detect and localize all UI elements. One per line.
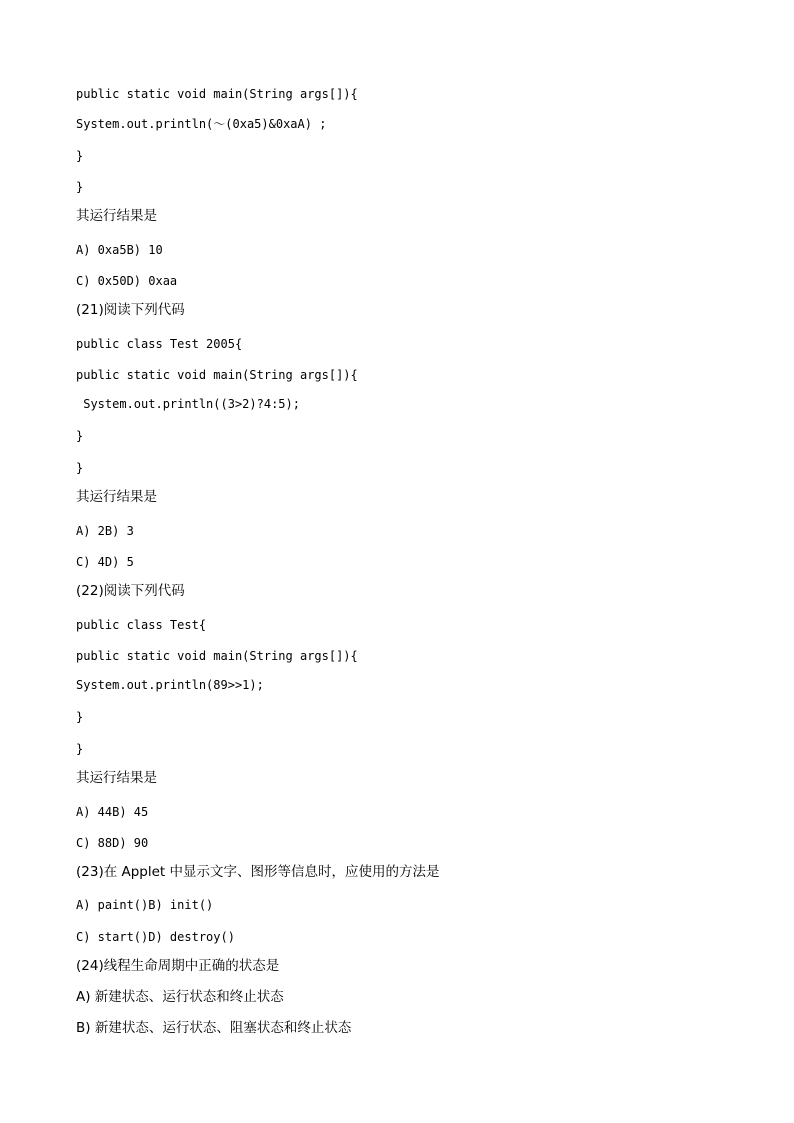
question-heading: (24)线程生命周期中正确的状态是 bbox=[76, 958, 280, 974]
question-prompt: 其运行结果是 bbox=[76, 770, 157, 786]
question-heading: (23)在 Applet 中显示文字、图形等信息时，应使用的方法是 bbox=[76, 864, 440, 880]
code-line: public class Test{ bbox=[76, 618, 207, 632]
code-line: public static void main(String args[]){ bbox=[76, 649, 358, 663]
code-line: } bbox=[76, 742, 84, 756]
answer-option-line: C) 88D) 90 bbox=[76, 836, 149, 850]
code-line: } bbox=[76, 461, 84, 475]
question-prompt: 其运行结果是 bbox=[76, 208, 157, 224]
question-heading: (21)阅读下列代码 bbox=[76, 302, 185, 318]
answer-option-line: A) 2B) 3 bbox=[76, 524, 134, 538]
code-line: } bbox=[76, 149, 84, 163]
answer-option-line: A) 新建状态、运行状态和终止状态 bbox=[76, 989, 284, 1005]
answer-option-line: C) start()D) destroy() bbox=[76, 930, 235, 944]
answer-option-line: A) paint()B) init() bbox=[76, 898, 214, 912]
answer-option-line: C) 0x50D) 0xaa bbox=[76, 274, 178, 288]
answer-option-line: C) 4D) 5 bbox=[76, 555, 134, 569]
code-line: System.out.println(～(0xa5)&0xaA) ; bbox=[76, 117, 327, 131]
code-line: } bbox=[76, 180, 84, 194]
code-line: public class Test 2005{ bbox=[76, 337, 243, 351]
code-line: } bbox=[76, 710, 84, 724]
code-line: System.out.println(89>>1); bbox=[76, 678, 264, 692]
code-line: public static void main(String args[]){ bbox=[76, 87, 358, 101]
code-line: public static void main(String args[]){ bbox=[76, 368, 358, 382]
answer-option-line: A) 44B) 45 bbox=[76, 805, 149, 819]
answer-option-line: A) 0xa5B) 10 bbox=[76, 243, 163, 257]
question-prompt: 其运行结果是 bbox=[76, 489, 157, 505]
answer-option-line: B) 新建状态、运行状态、阻塞状态和终止状态 bbox=[76, 1020, 352, 1036]
code-line: System.out.println((3>2)?4:5); bbox=[76, 397, 300, 411]
question-heading: (22)阅读下列代码 bbox=[76, 583, 185, 599]
code-line: } bbox=[76, 429, 84, 443]
